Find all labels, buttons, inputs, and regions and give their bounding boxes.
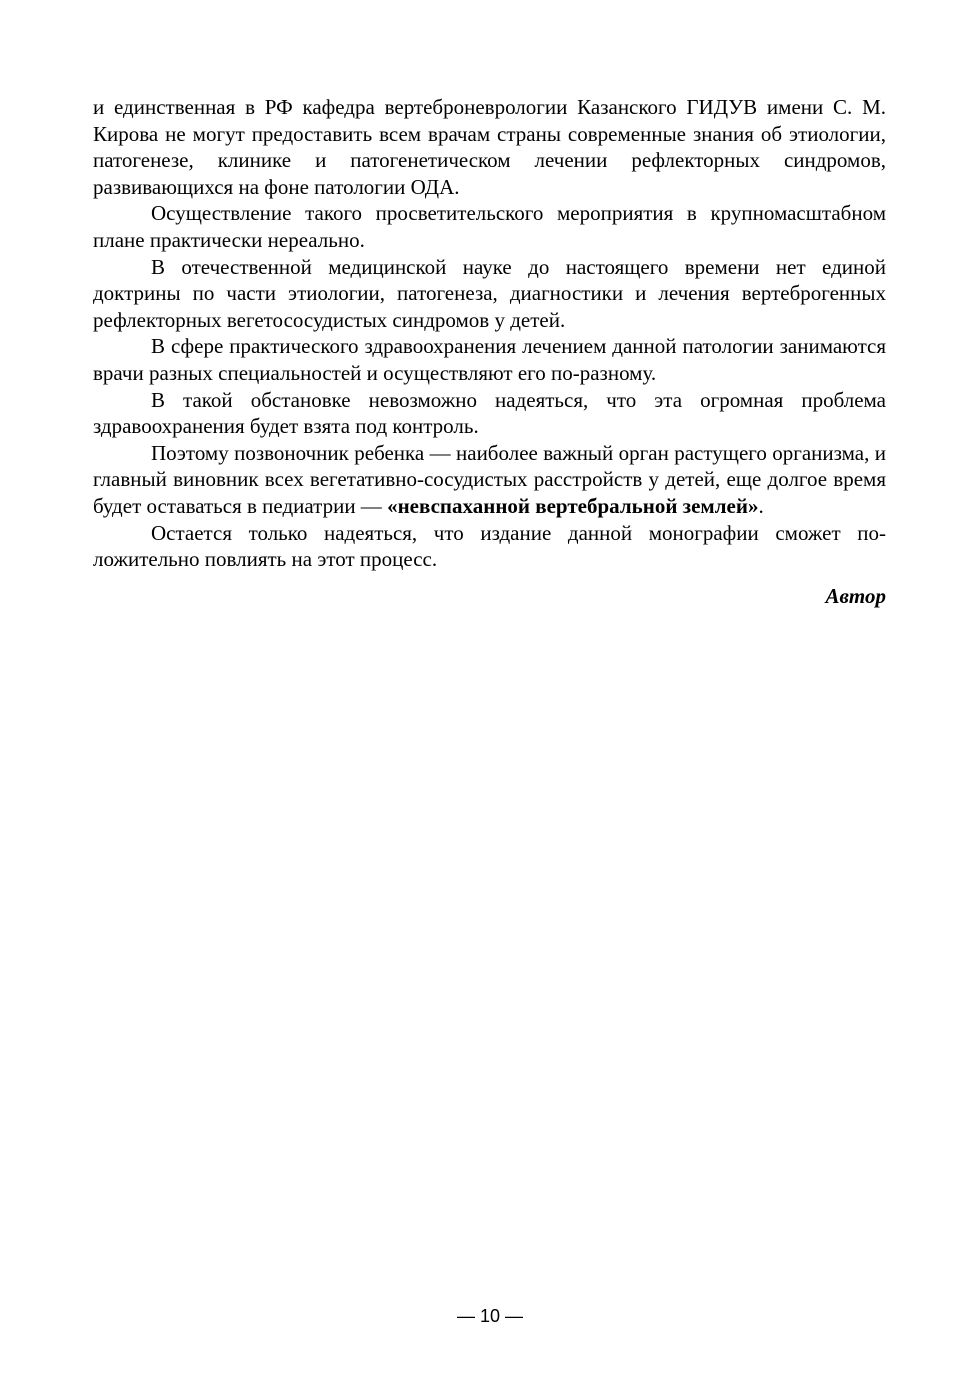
author-signature: Автор xyxy=(825,583,886,608)
paragraph-text-end: . xyxy=(758,493,764,518)
page-body xyxy=(93,94,886,609)
paragraph: Остается только надеяться, что издание данной монографии сможет положительно повлиять на этот процесс. xyxy=(93,520,886,572)
paragraph-with-emphasis xyxy=(93,440,886,520)
paragraph: В отечественной медицинской науке до настоящего времени нет единой доктрины по части этиологии, патогенеза, диагностики и лечения вертеброгенных рефлекторных вегетососудистых синдромов у детей. xyxy=(93,254,886,332)
emphasis-quote: «невспаханной вертебральной землей» xyxy=(387,493,759,518)
paragraph: В такой обстановке невозможно надеяться, что эта огромная проблема здравоохранения будет взята под контроль. xyxy=(93,387,886,439)
paragraph-continuation: и единственная в РФ кафедра вертеброневрологии Казанского ГИДУВ имени С. М. Кирова не могут предоставить всем врачам страны современные знания об этиологии, патогенезе, клинике и патогенетическом лечении рефлекторных синдромов, развивающихся на фоне патологии ОДА. xyxy=(93,95,886,199)
page-number: — 10 — xyxy=(456,1306,524,1326)
paragraph-text: Поэтому позвоночник ребенка — наиболее важный орган растущего организма, и главный виновник всех вегетативно-сосудистых расстройств у детей, еще долгое время будет оставаться в педиатрии — xyxy=(93,440,886,518)
paragraph: Осуществление такого просветительского мероприятия в крупномасштабном плане практически нереально. xyxy=(93,201,886,252)
paragraph: В сфере практического здравоохранения лечением данной патологии занимаются врачи разных специальностей и осуществляют его по-разному. xyxy=(93,334,886,385)
